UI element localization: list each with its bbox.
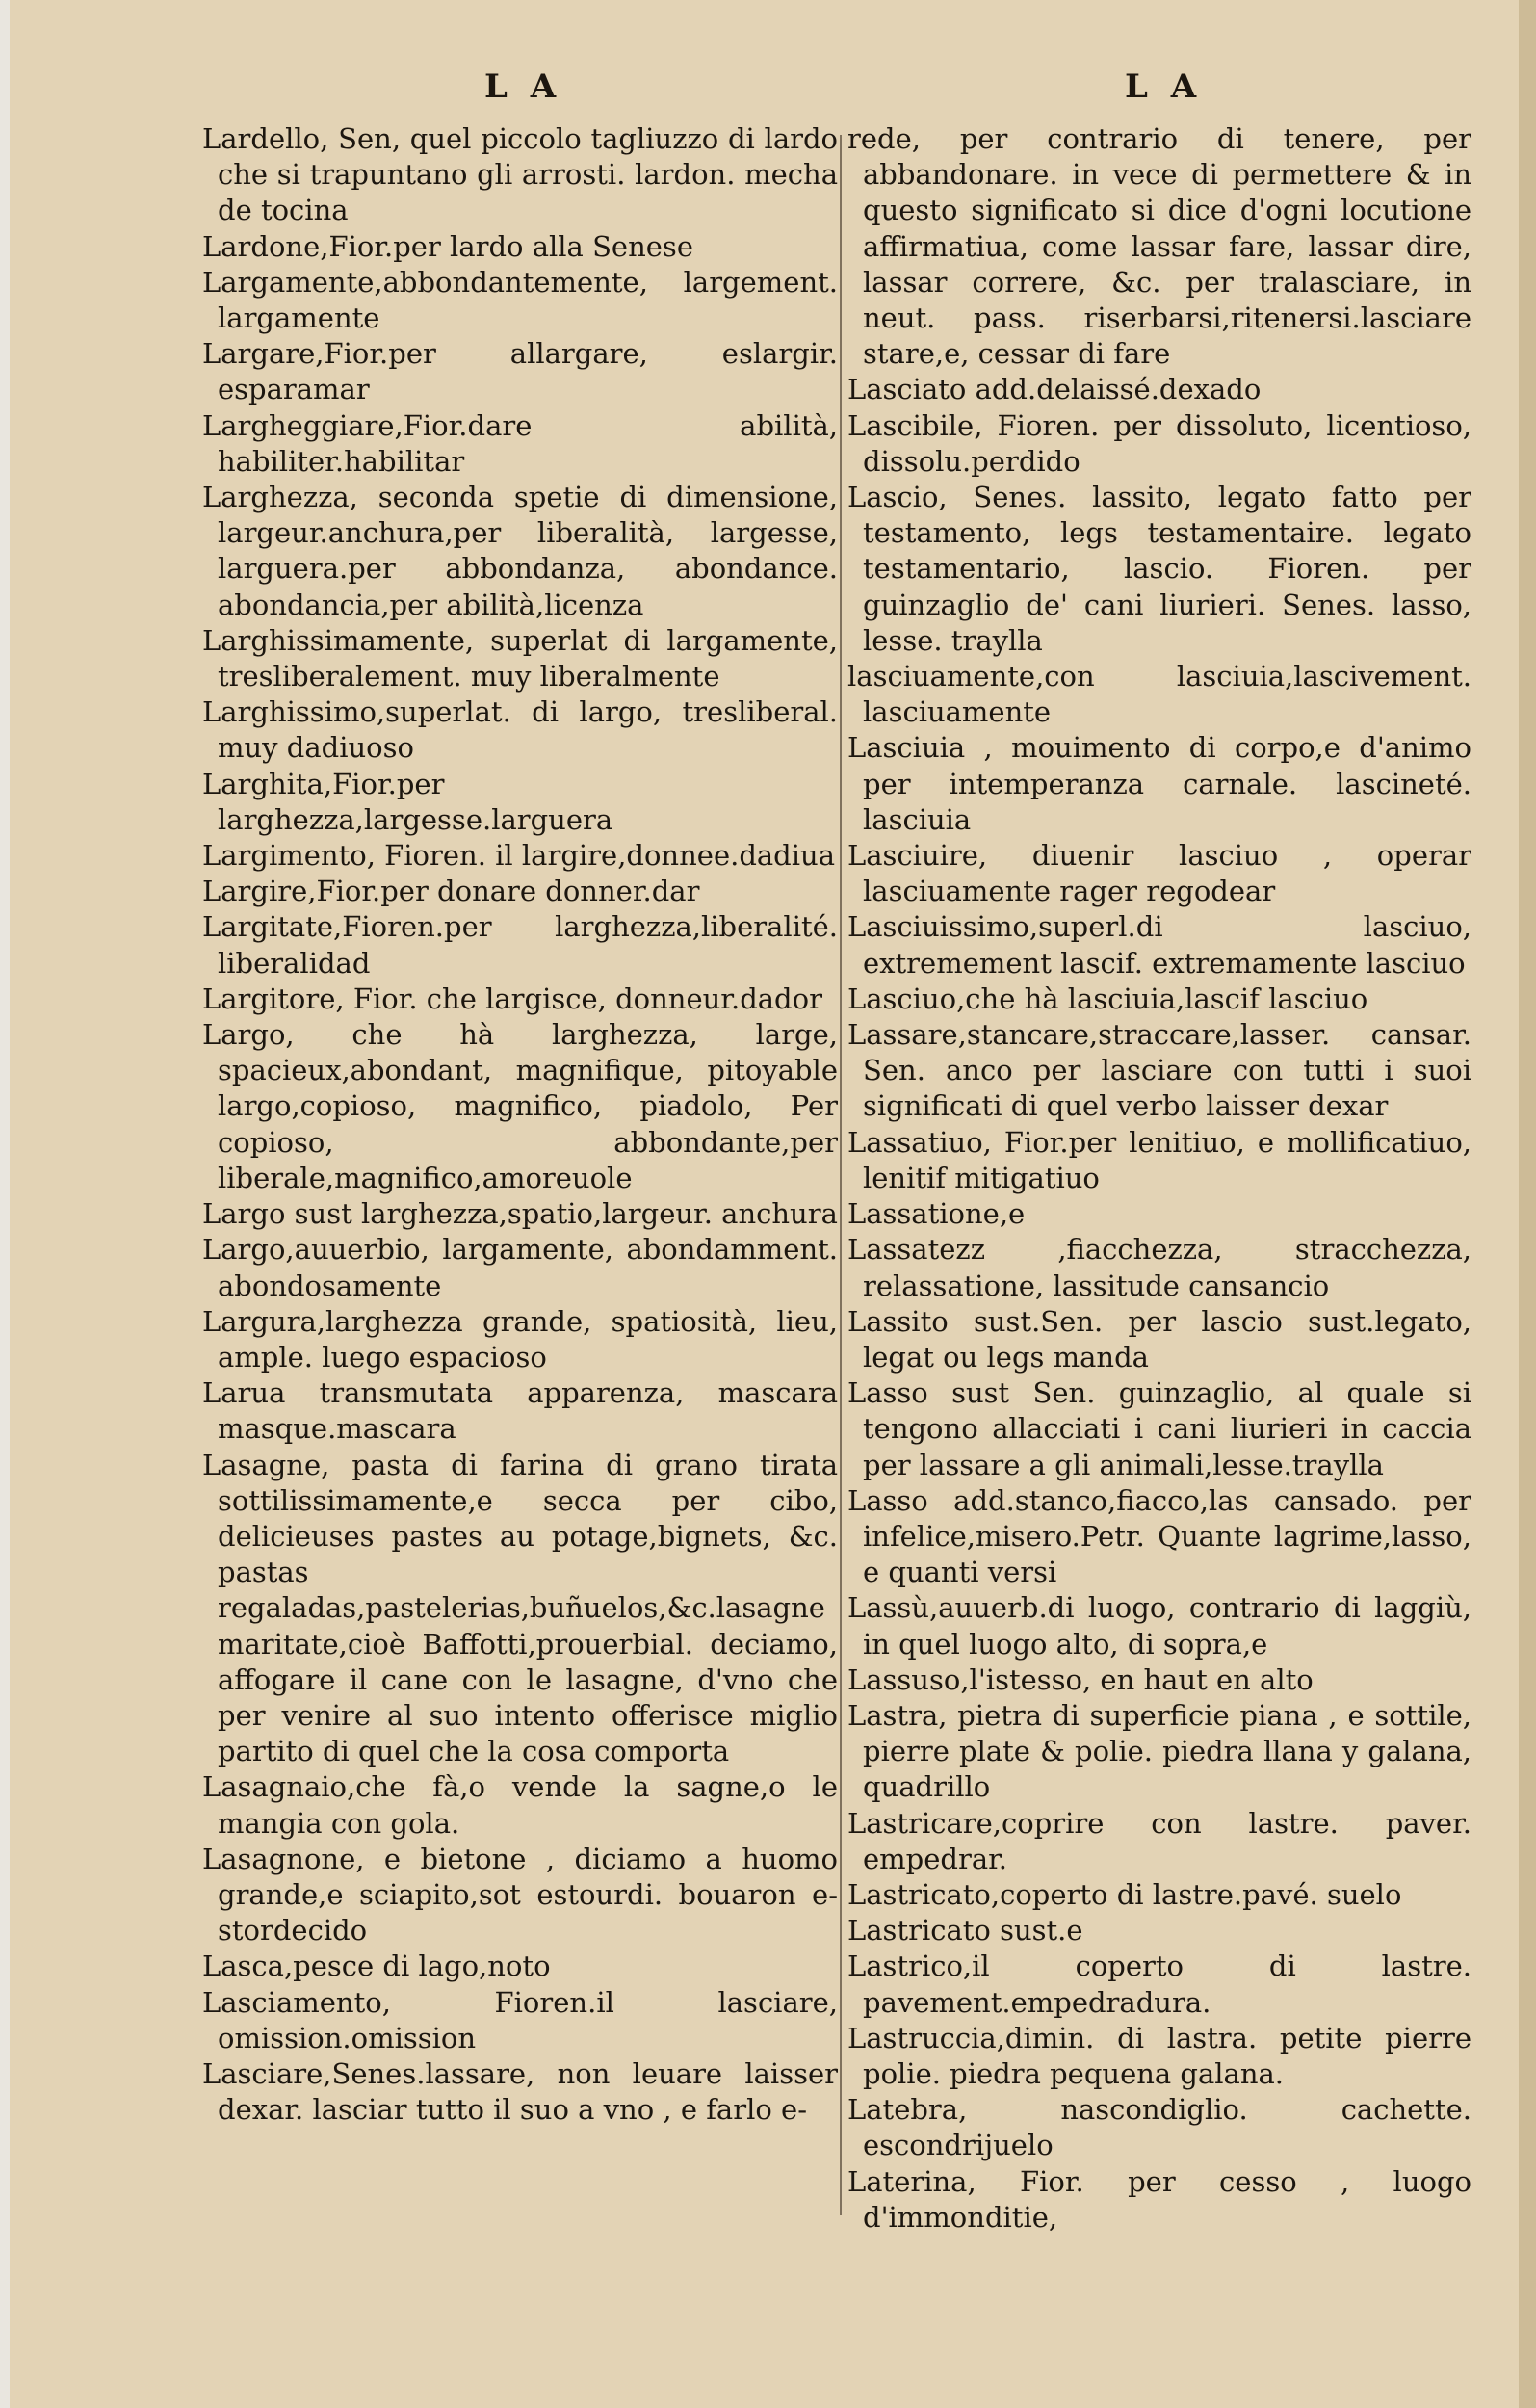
dictionary-entry: Latebra, nascondiglio. cachette. escondrijuelo <box>847 2093 1471 2162</box>
dictionary-entry: Lasso sust Sen. guinzaglio, al quale si tengono allacciati i cani liurieri in caccia per lassare a gli animali,lesse.traylla <box>847 1376 1471 1481</box>
right-column <box>847 121 1471 2236</box>
dictionary-entry: Largura,larghezza grande, spatiosità, lieu, ample. luego espacioso <box>202 1304 838 1374</box>
column-divider <box>840 135 842 2215</box>
dictionary-entry: Lasciuo,che hà lasciuia,lascif lasciuo <box>847 982 1368 1015</box>
dictionary-entry: Lassù,auuerb.di luogo, contrario di laggiù, in quel luogo alto, di sopra,e <box>847 1591 1471 1661</box>
running-header-left: L A <box>484 67 562 106</box>
dictionary-entry: Lascio, Senes. lassito, legato fatto per testamento, legs testamentaire. legato testamentario, lascio. Fioren. per guinzaglio de' cani liurieri. Senes. lasso, lesse. traylla <box>847 481 1471 657</box>
dictionary-entry: Lasciuia , mouimento di corpo,e d'animo per intemperanza carnale. lascineté. lasciuia <box>847 731 1471 836</box>
dictionary-entry: Largitore, Fior. che largisce, donneur.dador <box>202 982 822 1015</box>
dictionary-entry: Largo, che hà larghezza, large, spacieux,abondant, magnifique, pitoyable largo,copioso, magnifico, piadolo, Per copioso, abbondante,per liberale,magnifico,amoreuole <box>202 1018 838 1194</box>
dictionary-entry: Largimento, Fioren. il largire,donnee.dadiua <box>202 839 835 873</box>
dictionary-entry: Lassatezz ,fiacchezza, stracchezza, relassatione, lassitude cansancio <box>847 1233 1471 1302</box>
dictionary-entry: Larghissimamente, superlat di largamente, tresliberalement. muy liberalmente <box>202 623 838 694</box>
dictionary-entry: rede, per contrario di tenere, per abbandonare. in vece di permettere & in questo significato si dice d'ogni locutione affirmatiua, come lassar fare, lassar dire, lassar correre, &c. per tralasciare, in neut. pass. riserbarsi,ritenersi.lasciare stare,e, cessar di fare <box>847 122 1471 371</box>
dictionary-entry: Largheggiare,Fior.dare abilità, habiliter.habilitar <box>202 408 838 478</box>
dictionary-entry: Largire,Fior.per donare donner.dar <box>202 875 700 908</box>
dictionary-entry: Lardone,Fior.per lardo alla Senese <box>202 229 693 263</box>
left-column <box>202 121 838 2128</box>
dictionary-entry: Lasagne, pasta di farina di grano tirata sottilissimamente,e secca per cibo, delicieuses pastes au potage,bignets, &c. pastas regaladas,pastelerias,buñuelos,&c.lasagne maritate,cioè Baffotti,prouerbial. deciamo, affogare il cane con le lasagne, d'vno che per venire al suo intento offerisce miglio partito di quel che la cosa comporta <box>202 1448 838 1768</box>
dictionary-entry: Lasso add.stanco,fiacco,las cansado. per infelice,misero.Petr. Quante lagrime,lasso, e quanti versi <box>847 1483 1471 1589</box>
dictionary-entry: Largo sust larghezza,spatio,largeur. anchura <box>202 1197 838 1231</box>
dictionary-entry: Largare,Fior.per allargare, eslargir. esparamar <box>202 337 838 406</box>
dictionary-entry: Lastrico,il coperto di lastre. pavement.empedradura. <box>847 1950 1471 2019</box>
dictionary-entry: Lastricato sust.e <box>847 1914 1083 1948</box>
dictionary-entry: Lassatione,e <box>847 1197 1026 1231</box>
dictionary-entry: Lastruccia,dimin. di lastra. petite pierre polie. piedra pequena galana. <box>847 2021 1471 2090</box>
page-edge-shadow <box>1519 0 1536 2408</box>
dictionary-entry: Lastra, pietra di superficie piana , e sottile, pierre plate & polie. piedra llana y galana, quadrillo <box>847 1698 1471 1804</box>
dictionary-entry: Larua transmutata apparenza, mascara masque.mascara <box>202 1376 838 1446</box>
dictionary-entry: Laterina, Fior. per cesso , luogo d'immonditie, <box>847 2164 1471 2234</box>
dictionary-entry: Larghissimo,superlat. di largo, tresliberal. muy dadiuoso <box>202 695 838 765</box>
dictionary-entry: Lassuso,l'istesso, en haut en alto <box>847 1662 1314 1696</box>
dictionary-entry: lasciuamente,con lasciuia,lascivement. lasciuamente <box>847 660 1471 729</box>
dictionary-entry: Largo,auuerbio, largamente, abondamment. abondosamente <box>202 1233 838 1302</box>
dictionary-page <box>10 0 1536 2408</box>
dictionary-entry: Lastricare,coprire con lastre. paver. empedrar. <box>847 1806 1471 1875</box>
dictionary-entry: Lasciato add.delaissé.dexado <box>847 373 1262 406</box>
dictionary-entry: Lasagnaio,che fà,o vende la sagne,o le mangia con gola. <box>202 1770 838 1840</box>
dictionary-entry: Lasciamento, Fioren.il lasciare, omission.omission <box>202 1985 838 2055</box>
dictionary-entry: Lassare,stancare,straccare,lasser. cansar. Sen. anco per lasciare con tutti i suoi significati di quel verbo laisser dexar <box>847 1018 1471 1123</box>
dictionary-entry: Lassito sust.Sen. per lascio sust.legato, legat ou legs manda <box>847 1304 1471 1374</box>
dictionary-entry: Lasciuire, diuenir lasciuo , operar lasciuamente rager regodear <box>847 839 1471 908</box>
dictionary-entry: Lasca,pesce di lago,noto <box>202 1950 551 1983</box>
dictionary-entry: Lastricato,coperto di lastre.pavé. suelo <box>847 1877 1402 1911</box>
dictionary-entry: Lasciare,Senes.lassare, non leuare laisser dexar. lasciar tutto il suo a vno , e farlo e- <box>202 2056 838 2127</box>
dictionary-entry: Lardello, Sen, quel piccolo tagliuzzo di lardo che si trapuntano gli arrosti. lardon. mecha de tocina <box>202 122 838 227</box>
running-header-right: L A <box>1125 67 1203 106</box>
dictionary-entry: Lasciuissimo,superl.di lasciuo, extremement lascif. extremamente lasciuo <box>847 910 1471 980</box>
dictionary-entry: Larghita,Fior.per larghezza,largesse.larguera <box>202 767 613 836</box>
dictionary-entry: Lascibile, Fioren. per dissoluto, licentioso, dissolu.perdido <box>847 408 1471 478</box>
dictionary-entry: Larghezza, seconda spetie di dimensione, largeur.anchura,per liberalità, largesse, larguera.per abbondanza, abondance. abondancia,per abilità,licenza <box>202 481 838 621</box>
dictionary-entry: Lassatiuo, Fior.per lenitiuo, e mollificatiuo, lenitif mitigatiuo <box>847 1125 1471 1194</box>
dictionary-entry: Largitate,Fioren.per larghezza,liberalité. liberalidad <box>202 910 838 980</box>
dictionary-entry: Lasagnone, e bietone , diciamo a huomo grande,e sciapito,sot estourdi. bouaron e-stordecido <box>202 1842 838 1948</box>
dictionary-entry: Largamente,abbondantemente, largement. largamente <box>202 265 838 335</box>
